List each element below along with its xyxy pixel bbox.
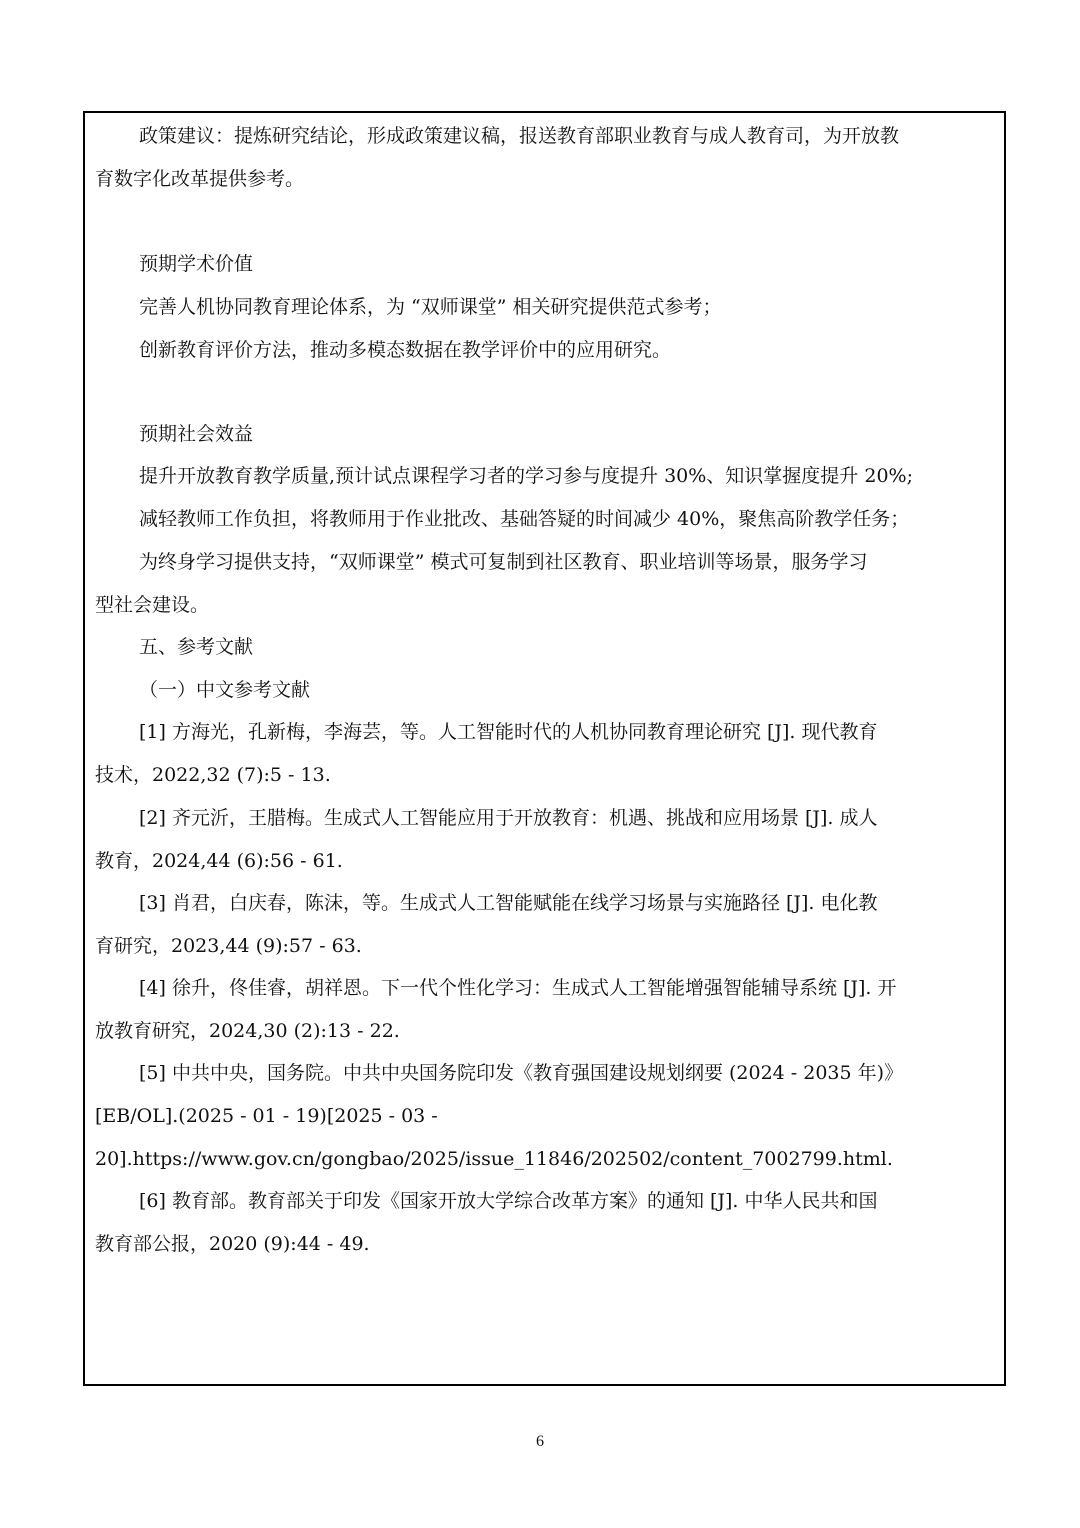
academic-value-item-1: 完善人机协同教育理论体系，为 “双师课堂” 相关研究提供范式参考；: [139, 296, 722, 318]
reference-3-line1: [3] 肖君，白庆春，陈沫，等。生成式人工智能赋能在线学习场景与实施路径 [J]. 电化教: [139, 892, 878, 914]
academic-value-heading: 预期学术价值: [139, 253, 254, 275]
social-benefit-item-1: 提升开放教育教学质量,预计试点课程学习者的学习参与度提升 30%、知识掌握度提升 20%;: [139, 465, 913, 487]
social-benefit-heading: 预期社会效益: [139, 423, 254, 445]
social-benefit-item-3-line1: 为终身学习提供支持，“双师课堂” 模式可复制到社区教育、职业培训等场景，服务学习: [139, 551, 868, 573]
page-number: 6: [536, 1433, 544, 1450]
social-benefit-item-2: 减轻教师工作负担，将教师用于作业批改、基础答疑的时间减少 40%，聚焦高阶教学任务；: [139, 508, 910, 530]
policy-paragraph-line1: 政策建议：提炼研究结论，形成政策建议稿，报送教育部职业教育与成人教育司，为开放教: [139, 125, 900, 147]
reference-2-line1: [2] 齐元沂，王腊梅。生成式人工智能应用于开放教育：机遇、挑战和应用场景 [J]. 成人: [139, 807, 878, 829]
reference-6-line1: [6] 教育部。教育部关于印发《国家开放大学综合改革方案》的通知 [J]. 中华人民共和国: [139, 1190, 878, 1212]
reference-3-line2: 育研究，2023,44 (9):57 - 63.: [95, 935, 362, 957]
reference-4-line1: [4] 徐升，佟佳睿，胡祥恩。下一代个性化学习：生成式人工智能增强智能辅导系统 [J]. 开: [139, 977, 897, 999]
section-heading-references: 五、参考文献: [139, 636, 254, 658]
policy-paragraph-line2: 育数字化改革提供参考。: [95, 168, 305, 190]
reference-6-line2: 教育部公报，2020 (9):44 - 49.: [95, 1233, 370, 1255]
reference-1-line1: [1] 方海光，孔新梅，李海芸，等。人工智能时代的人机协同教育理论研究 [J]. 现代教育: [139, 721, 878, 743]
reference-5-line3: 20].https://www.gov.cn/gongbao/2025/issue_11846/202502/content_7002799.html.: [95, 1148, 893, 1170]
reference-5-line2: [EB/OL].(2025 - 01 - 19)[2025 - 03 -: [95, 1105, 438, 1127]
subsection-heading-chinese-references: （一）中文参考文献: [139, 679, 311, 701]
academic-value-item-2: 创新教育评价方法，推动多模态数据在教学评价中的应用研究。: [139, 339, 672, 361]
social-benefit-item-3-line2: 型社会建设。: [95, 594, 210, 616]
reference-1-line2: 技术，2022,32 (7):5 - 13.: [95, 764, 331, 786]
reference-5-line1: [5] 中共中央，国务院。中共中央国务院印发《教育强国建设规划纲要 (2024 - 2035 年)》: [139, 1062, 904, 1084]
reference-4-line2: 放教育研究，2024,30 (2):13 - 22.: [95, 1020, 400, 1042]
reference-2-line2: 教育，2024,44 (6):56 - 61.: [95, 850, 343, 872]
